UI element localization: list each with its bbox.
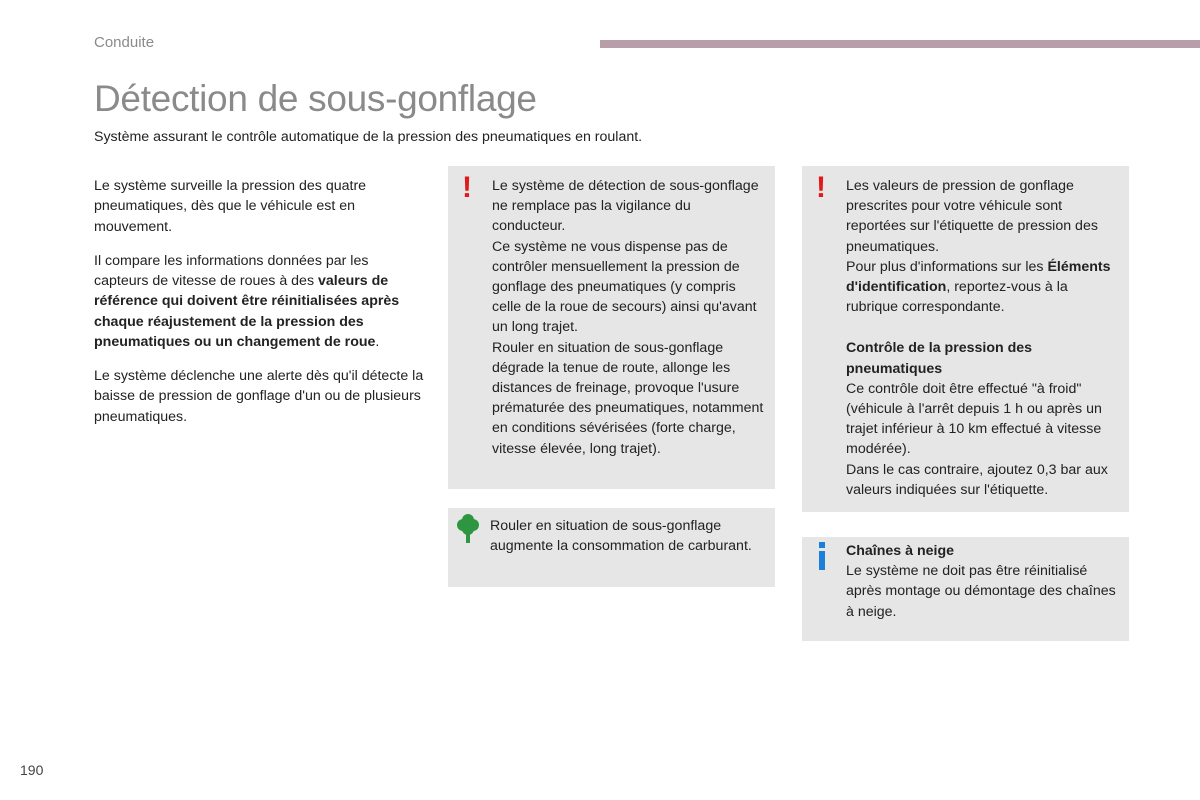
warning-box-vigilance — [448, 166, 775, 489]
page-subtitle: Système assurant le contrôle automatique de la pression des pneumatiques en roulant. — [94, 129, 643, 145]
warning-pressure-paragraph-2-end: , reportez-vous à la rubrique correspondante. — [846, 279, 1068, 316]
info-icon — [816, 542, 828, 570]
spacer — [846, 317, 1122, 338]
page-title: Détection de sous-gonflage — [94, 78, 537, 119]
warning-pressure-paragraph-2-text: Pour plus d'informations sur les — [846, 258, 1048, 275]
intro-paragraph-3: Le système déclenche une alerte dès qu'il détecte la baisse de pression de gonflage d'un ou de plusieurs pneumatiques. — [94, 368, 424, 425]
pressure-check-heading — [846, 338, 1122, 378]
warning-box-pressure-content — [846, 176, 1122, 500]
intro-paragraph-2-end: . — [375, 333, 380, 350]
intro-paragraph-2-text: Il compare les informations données par les capteurs de vitesse de roues à des — [94, 252, 369, 290]
intro-paragraph-2 — [94, 251, 424, 352]
pressure-check-paragraph-2: Dans le cas contraire, ajoutez 0,3 bar aux valeurs indiquées sur l'étiquette. — [846, 461, 1108, 498]
eco-box-content — [490, 516, 768, 556]
warning-box-vigilance-content — [492, 176, 768, 459]
warning-pressure-paragraph-1: Les valeurs de pression de gonflage prescrites pour votre véhicule sont reportées sur l'étiquette de pression des pneumatiques. — [846, 178, 1098, 255]
eco-box-consumption — [448, 508, 775, 587]
pressure-check-heading-text: Contrôle de la pression des pneumatiques — [846, 340, 1033, 377]
warning-vigilance-paragraph-2: Ce système ne vous dispense pas de contrôler mensuellement la pression de gonflage des pneumatiques (y compris celle de la roue de secours) ainsi qu'avant un long trajet. — [492, 238, 757, 336]
eco-tree-icon — [456, 514, 480, 544]
warning-vigilance-paragraph-1: Le système de détection de sous-gonflage ne remplace pas la vigilance du conducteur. — [492, 178, 759, 235]
section-label: Conduite — [94, 34, 155, 51]
info-box-snow-chains — [802, 537, 1129, 641]
warning-vigilance-paragraph-3: Rouler en situation de sous-gonflage dégrade la tenue de route, allonge les distances de freinage, provoque l'usure prématurée des pneumatiques, notamment en conditions sévérisées (forte charge, vitesse élevée, long trajet). — [492, 339, 764, 457]
intro-column — [94, 162, 424, 441]
warning-exclamation-icon: ! — [816, 171, 826, 204]
pressure-check-paragraph-1: Ce contrôle doit être effectué "à froid" (véhicule à l'arrêt depuis 1 h ou après un trajet inférieur à 10 km effectué à vitesse modérée). — [846, 380, 1102, 458]
snow-chains-heading — [846, 541, 1122, 561]
snow-chains-heading-text: Chaînes à neige — [846, 543, 955, 559]
warning-exclamation-icon: ! — [462, 171, 472, 204]
warning-box-pressure — [802, 166, 1129, 512]
identification-reference: Éléments d'identification — [846, 258, 1111, 296]
eco-text: Rouler en situation de sous-gonflage augmente la consommation de carburant. — [490, 518, 752, 555]
intro-paragraph-2-bold: valeurs de référence qui doivent être réinitialisées après chaque réajustement de la pression des pneumatiques ou un changement de roue — [94, 273, 400, 350]
warning-pressure-paragraph-2 — [846, 257, 1122, 318]
info-box-content — [846, 541, 1122, 622]
snow-chains-text: Le système ne doit pas être réinitialisé après montage ou démontage des chaînes à neige. — [846, 563, 1116, 620]
section-rule — [600, 40, 1200, 48]
page-number: 190 — [20, 762, 44, 778]
intro-paragraph-1: Le système surveille la pression des quatre pneumatiques, dès que le véhicule est en mouvement. — [94, 178, 367, 235]
